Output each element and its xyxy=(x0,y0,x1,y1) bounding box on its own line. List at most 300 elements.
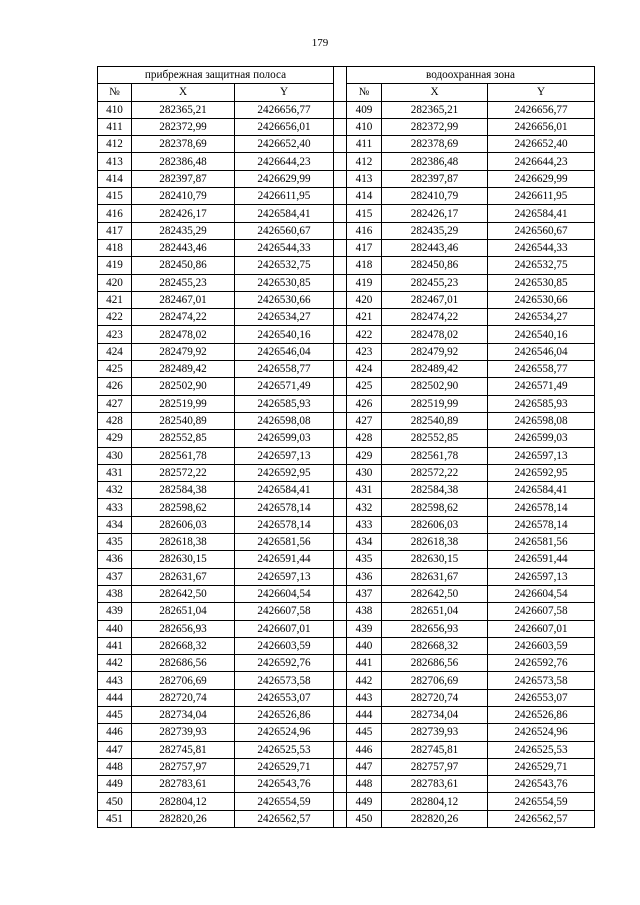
left-cell-x: 282478,02 xyxy=(132,326,235,343)
right-cell-y: 2426540,16 xyxy=(488,326,595,343)
right-cell-x: 282561,78 xyxy=(382,447,488,464)
left-cell-number: 410 xyxy=(98,101,132,118)
right-cell-x: 282502,90 xyxy=(382,378,488,395)
right-cell-number: 415 xyxy=(347,205,382,222)
left-cell-y: 2426585,93 xyxy=(235,395,334,412)
table-row xyxy=(98,620,595,637)
right-header-y: Y xyxy=(488,84,595,101)
left-cell-number: 417 xyxy=(98,222,132,239)
table-row xyxy=(98,239,595,256)
right-cell-number: 445 xyxy=(347,724,382,741)
left-cell-x: 282606,03 xyxy=(132,516,235,533)
right-cell-number: 439 xyxy=(347,620,382,637)
left-header-x: X xyxy=(132,84,235,101)
left-cell-number: 411 xyxy=(98,118,132,135)
table-gap xyxy=(334,568,347,585)
right-cell-x: 282478,02 xyxy=(382,326,488,343)
table-row xyxy=(98,412,595,429)
right-cell-y: 2426560,67 xyxy=(488,222,595,239)
left-cell-x: 282540,89 xyxy=(132,412,235,429)
table-gap xyxy=(334,776,347,793)
left-cell-x: 282467,01 xyxy=(132,291,235,308)
right-cell-x: 282745,81 xyxy=(382,741,488,758)
left-cell-y: 2426530,66 xyxy=(235,291,334,308)
left-cell-y: 2426530,85 xyxy=(235,274,334,291)
left-cell-x: 282783,61 xyxy=(132,776,235,793)
right-cell-number: 428 xyxy=(347,430,382,447)
left-cell-y: 2426571,49 xyxy=(235,378,334,395)
left-cell-number: 448 xyxy=(98,758,132,775)
left-cell-y: 2426607,01 xyxy=(235,620,334,637)
right-cell-number: 418 xyxy=(347,257,382,274)
left-cell-x: 282479,92 xyxy=(132,343,235,360)
right-cell-x: 282386,48 xyxy=(382,153,488,170)
right-cell-x: 282820,26 xyxy=(382,810,488,827)
right-cell-x: 282783,61 xyxy=(382,776,488,793)
right-cell-x: 282668,32 xyxy=(382,637,488,654)
left-header-number: № xyxy=(98,84,132,101)
section-title-row xyxy=(98,67,595,84)
table-gap xyxy=(334,257,347,274)
left-cell-x: 282668,32 xyxy=(132,637,235,654)
table-gap xyxy=(334,620,347,637)
left-cell-number: 443 xyxy=(98,672,132,689)
right-cell-number: 425 xyxy=(347,378,382,395)
right-header-x: X xyxy=(382,84,488,101)
right-cell-x: 282378,69 xyxy=(382,136,488,153)
left-cell-x: 282656,93 xyxy=(132,620,235,637)
coordinates-table-container xyxy=(97,66,594,828)
right-cell-number: 410 xyxy=(347,118,382,135)
right-cell-x: 282426,17 xyxy=(382,205,488,222)
left-cell-y: 2426546,04 xyxy=(235,343,334,360)
right-cell-number: 449 xyxy=(347,793,382,810)
table-gap xyxy=(334,118,347,135)
left-cell-number: 450 xyxy=(98,793,132,810)
left-cell-number: 421 xyxy=(98,291,132,308)
table-row xyxy=(98,551,595,568)
table-row xyxy=(98,309,595,326)
left-cell-x: 282757,97 xyxy=(132,758,235,775)
right-cell-y: 2426554,59 xyxy=(488,793,595,810)
right-cell-x: 282435,29 xyxy=(382,222,488,239)
right-cell-number: 437 xyxy=(347,585,382,602)
right-cell-y: 2426591,44 xyxy=(488,551,595,568)
right-cell-y: 2426598,08 xyxy=(488,412,595,429)
table-gap xyxy=(334,101,347,118)
table-gap xyxy=(334,706,347,723)
table-row xyxy=(98,758,595,775)
left-cell-y: 2426584,41 xyxy=(235,482,334,499)
left-cell-number: 431 xyxy=(98,464,132,481)
left-cell-y: 2426592,76 xyxy=(235,655,334,672)
left-cell-y: 2426611,95 xyxy=(235,188,334,205)
table-gap xyxy=(334,585,347,602)
right-cell-number: 444 xyxy=(347,706,382,723)
table-gap xyxy=(334,188,347,205)
left-cell-y: 2426629,99 xyxy=(235,170,334,187)
left-cell-y: 2426607,58 xyxy=(235,603,334,620)
left-cell-number: 420 xyxy=(98,274,132,291)
table-gap xyxy=(334,603,347,620)
left-cell-number: 416 xyxy=(98,205,132,222)
right-cell-x: 282606,03 xyxy=(382,516,488,533)
table-gap xyxy=(334,793,347,810)
right-cell-number: 432 xyxy=(347,499,382,516)
right-cell-number: 433 xyxy=(347,516,382,533)
right-cell-x: 282372,99 xyxy=(382,118,488,135)
left-cell-x: 282572,22 xyxy=(132,464,235,481)
left-cell-y: 2426558,77 xyxy=(235,361,334,378)
right-cell-x: 282656,93 xyxy=(382,620,488,637)
left-cell-x: 282820,26 xyxy=(132,810,235,827)
right-cell-number: 446 xyxy=(347,741,382,758)
right-cell-y: 2426562,57 xyxy=(488,810,595,827)
right-cell-x: 282410,79 xyxy=(382,188,488,205)
left-cell-x: 282502,90 xyxy=(132,378,235,395)
left-cell-x: 282651,04 xyxy=(132,603,235,620)
right-cell-y: 2426578,14 xyxy=(488,499,595,516)
right-cell-number: 450 xyxy=(347,810,382,827)
left-cell-y: 2426578,14 xyxy=(235,516,334,533)
left-cell-y: 2426534,27 xyxy=(235,309,334,326)
right-cell-x: 282651,04 xyxy=(382,603,488,620)
right-cell-number: 417 xyxy=(347,239,382,256)
left-cell-number: 429 xyxy=(98,430,132,447)
table-gap xyxy=(334,499,347,516)
right-cell-number: 441 xyxy=(347,655,382,672)
right-cell-y: 2426607,58 xyxy=(488,603,595,620)
left-cell-y: 2426603,59 xyxy=(235,637,334,654)
table-row xyxy=(98,153,595,170)
right-cell-number: 414 xyxy=(347,188,382,205)
right-cell-x: 282552,85 xyxy=(382,430,488,447)
left-cell-x: 282519,99 xyxy=(132,395,235,412)
coordinates-table xyxy=(97,66,595,828)
right-cell-x: 282642,50 xyxy=(382,585,488,602)
left-cell-y: 2426652,40 xyxy=(235,136,334,153)
left-cell-x: 282720,74 xyxy=(132,689,235,706)
table-gap xyxy=(334,464,347,481)
right-cell-number: 436 xyxy=(347,568,382,585)
left-cell-number: 425 xyxy=(98,361,132,378)
left-cell-x: 282630,15 xyxy=(132,551,235,568)
table-row xyxy=(98,706,595,723)
left-cell-y: 2426599,03 xyxy=(235,430,334,447)
table-row xyxy=(98,776,595,793)
right-cell-number: 411 xyxy=(347,136,382,153)
right-cell-y: 2426629,99 xyxy=(488,170,595,187)
right-cell-y: 2426571,49 xyxy=(488,378,595,395)
left-cell-number: 428 xyxy=(98,412,132,429)
right-cell-number: 434 xyxy=(347,534,382,551)
left-cell-y: 2426540,16 xyxy=(235,326,334,343)
left-cell-number: 423 xyxy=(98,326,132,343)
right-cell-number: 440 xyxy=(347,637,382,654)
left-cell-y: 2426592,95 xyxy=(235,464,334,481)
right-cell-y: 2426578,14 xyxy=(488,516,595,533)
table-gap xyxy=(334,395,347,412)
right-cell-number: 419 xyxy=(347,274,382,291)
table-row xyxy=(98,205,595,222)
right-cell-y: 2426607,01 xyxy=(488,620,595,637)
right-cell-x: 282686,56 xyxy=(382,655,488,672)
right-cell-y: 2426526,86 xyxy=(488,706,595,723)
right-cell-y: 2426544,33 xyxy=(488,239,595,256)
table-row xyxy=(98,534,595,551)
table-row xyxy=(98,655,595,672)
right-section-title: водоохранная зона xyxy=(347,67,595,84)
left-cell-x: 282642,50 xyxy=(132,585,235,602)
right-cell-y: 2426581,56 xyxy=(488,534,595,551)
left-cell-number: 439 xyxy=(98,603,132,620)
right-cell-y: 2426524,96 xyxy=(488,724,595,741)
right-cell-number: 431 xyxy=(347,482,382,499)
right-cell-x: 282474,22 xyxy=(382,309,488,326)
right-cell-x: 282519,99 xyxy=(382,395,488,412)
table-gap xyxy=(334,689,347,706)
table-row xyxy=(98,291,595,308)
left-cell-x: 282435,29 xyxy=(132,222,235,239)
left-cell-number: 436 xyxy=(98,551,132,568)
right-cell-y: 2426584,41 xyxy=(488,205,595,222)
left-cell-x: 282386,48 xyxy=(132,153,235,170)
left-cell-y: 2426526,86 xyxy=(235,706,334,723)
table-row xyxy=(98,343,595,360)
left-cell-y: 2426560,67 xyxy=(235,222,334,239)
right-cell-number: 420 xyxy=(347,291,382,308)
right-cell-number: 430 xyxy=(347,464,382,481)
left-cell-x: 282426,17 xyxy=(132,205,235,222)
right-cell-number: 429 xyxy=(347,447,382,464)
left-cell-y: 2426644,23 xyxy=(235,153,334,170)
right-cell-x: 282598,62 xyxy=(382,499,488,516)
left-cell-y: 2426573,58 xyxy=(235,672,334,689)
right-cell-y: 2426611,95 xyxy=(488,188,595,205)
table-row xyxy=(98,170,595,187)
table-row xyxy=(98,793,595,810)
right-cell-x: 282734,04 xyxy=(382,706,488,723)
table-row xyxy=(98,568,595,585)
left-cell-number: 418 xyxy=(98,239,132,256)
table-row xyxy=(98,118,595,135)
table-row xyxy=(98,482,595,499)
right-cell-y: 2426652,40 xyxy=(488,136,595,153)
left-cell-y: 2426656,77 xyxy=(235,101,334,118)
right-cell-x: 282720,74 xyxy=(382,689,488,706)
table-row xyxy=(98,326,595,343)
right-cell-x: 282630,15 xyxy=(382,551,488,568)
left-cell-y: 2426543,76 xyxy=(235,776,334,793)
left-cell-x: 282455,23 xyxy=(132,274,235,291)
right-cell-number: 413 xyxy=(347,170,382,187)
right-cell-number: 424 xyxy=(347,361,382,378)
table-gap xyxy=(334,551,347,568)
left-cell-number: 415 xyxy=(98,188,132,205)
left-cell-number: 413 xyxy=(98,153,132,170)
left-cell-number: 447 xyxy=(98,741,132,758)
right-cell-number: 438 xyxy=(347,603,382,620)
right-cell-y: 2426558,77 xyxy=(488,361,595,378)
left-cell-x: 282745,81 xyxy=(132,741,235,758)
left-cell-number: 432 xyxy=(98,482,132,499)
table-gap xyxy=(334,274,347,291)
table-gap xyxy=(334,136,347,153)
right-cell-x: 282572,22 xyxy=(382,464,488,481)
right-cell-number: 421 xyxy=(347,309,382,326)
right-cell-y: 2426584,41 xyxy=(488,482,595,499)
table-gap xyxy=(334,516,347,533)
left-cell-x: 282397,87 xyxy=(132,170,235,187)
left-cell-number: 422 xyxy=(98,309,132,326)
table-row xyxy=(98,741,595,758)
left-cell-x: 282631,67 xyxy=(132,568,235,585)
right-header-number: № xyxy=(347,84,382,101)
right-cell-x: 282584,38 xyxy=(382,482,488,499)
right-cell-x: 282618,38 xyxy=(382,534,488,551)
left-cell-number: 446 xyxy=(98,724,132,741)
left-cell-x: 282734,04 xyxy=(132,706,235,723)
right-cell-x: 282479,92 xyxy=(382,343,488,360)
left-cell-number: 442 xyxy=(98,655,132,672)
right-cell-x: 282757,97 xyxy=(382,758,488,775)
table-row xyxy=(98,378,595,395)
table-row xyxy=(98,499,595,516)
table-gap xyxy=(334,361,347,378)
left-cell-x: 282598,62 xyxy=(132,499,235,516)
left-cell-number: 444 xyxy=(98,689,132,706)
left-cell-number: 424 xyxy=(98,343,132,360)
table-gap xyxy=(334,291,347,308)
table-gap xyxy=(334,222,347,239)
right-cell-x: 282540,89 xyxy=(382,412,488,429)
table-gap xyxy=(334,309,347,326)
right-cell-number: 409 xyxy=(347,101,382,118)
right-cell-number: 412 xyxy=(347,153,382,170)
left-cell-x: 282561,78 xyxy=(132,447,235,464)
left-cell-x: 282365,21 xyxy=(132,101,235,118)
left-cell-number: 438 xyxy=(98,585,132,602)
left-cell-x: 282410,79 xyxy=(132,188,235,205)
table-row xyxy=(98,274,595,291)
table-row xyxy=(98,464,595,481)
left-cell-y: 2426532,75 xyxy=(235,257,334,274)
right-cell-x: 282467,01 xyxy=(382,291,488,308)
table-row xyxy=(98,430,595,447)
left-cell-y: 2426525,53 xyxy=(235,741,334,758)
table-row xyxy=(98,585,595,602)
column-header-row xyxy=(98,84,595,101)
right-cell-y: 2426530,66 xyxy=(488,291,595,308)
left-cell-number: 426 xyxy=(98,378,132,395)
left-cell-number: 433 xyxy=(98,499,132,516)
table-row xyxy=(98,257,595,274)
table-gap xyxy=(334,153,347,170)
left-cell-number: 427 xyxy=(98,395,132,412)
left-cell-y: 2426578,14 xyxy=(235,499,334,516)
left-cell-number: 419 xyxy=(98,257,132,274)
left-cell-y: 2426597,13 xyxy=(235,568,334,585)
right-cell-y: 2426585,93 xyxy=(488,395,595,412)
table-gap xyxy=(334,637,347,654)
right-cell-y: 2426592,95 xyxy=(488,464,595,481)
right-cell-y: 2426534,27 xyxy=(488,309,595,326)
table-row xyxy=(98,101,595,118)
left-cell-y: 2426581,56 xyxy=(235,534,334,551)
table-row xyxy=(98,603,595,620)
table-row xyxy=(98,637,595,654)
right-cell-x: 282455,23 xyxy=(382,274,488,291)
right-cell-x: 282706,69 xyxy=(382,672,488,689)
right-cell-y: 2426644,23 xyxy=(488,153,595,170)
right-cell-y: 2426546,04 xyxy=(488,343,595,360)
left-cell-number: 441 xyxy=(98,637,132,654)
table-row xyxy=(98,689,595,706)
table-row xyxy=(98,672,595,689)
left-header-y: Y xyxy=(235,84,334,101)
table-gap xyxy=(334,239,347,256)
right-cell-y: 2426553,07 xyxy=(488,689,595,706)
left-cell-x: 282618,38 xyxy=(132,534,235,551)
right-cell-y: 2426656,77 xyxy=(488,101,595,118)
table-gap xyxy=(334,412,347,429)
table-row xyxy=(98,447,595,464)
left-cell-x: 282474,22 xyxy=(132,309,235,326)
table-gap xyxy=(334,655,347,672)
left-cell-y: 2426554,59 xyxy=(235,793,334,810)
right-cell-x: 282804,12 xyxy=(382,793,488,810)
right-cell-y: 2426532,75 xyxy=(488,257,595,274)
right-cell-x: 282450,86 xyxy=(382,257,488,274)
table-gap xyxy=(334,810,347,827)
right-cell-number: 426 xyxy=(347,395,382,412)
left-cell-x: 282706,69 xyxy=(132,672,235,689)
right-cell-number: 435 xyxy=(347,551,382,568)
right-cell-x: 282443,46 xyxy=(382,239,488,256)
right-cell-x: 282397,87 xyxy=(382,170,488,187)
table-row xyxy=(98,136,595,153)
table-gap xyxy=(334,378,347,395)
table-gap xyxy=(334,326,347,343)
right-cell-x: 282365,21 xyxy=(382,101,488,118)
left-cell-x: 282450,86 xyxy=(132,257,235,274)
table-gap xyxy=(334,758,347,775)
left-cell-y: 2426591,44 xyxy=(235,551,334,568)
left-cell-y: 2426598,08 xyxy=(235,412,334,429)
left-cell-number: 414 xyxy=(98,170,132,187)
right-cell-y: 2426592,76 xyxy=(488,655,595,672)
left-section-title: прибрежная защитная полоса xyxy=(98,67,334,84)
right-cell-number: 443 xyxy=(347,689,382,706)
right-cell-y: 2426603,59 xyxy=(488,637,595,654)
right-cell-y: 2426597,13 xyxy=(488,447,595,464)
table-gap xyxy=(334,343,347,360)
right-cell-y: 2426656,01 xyxy=(488,118,595,135)
right-cell-number: 416 xyxy=(347,222,382,239)
right-cell-number: 442 xyxy=(347,672,382,689)
table-row xyxy=(98,188,595,205)
left-cell-x: 282804,12 xyxy=(132,793,235,810)
table-gap xyxy=(334,430,347,447)
left-cell-y: 2426562,57 xyxy=(235,810,334,827)
left-cell-number: 437 xyxy=(98,568,132,585)
right-cell-number: 422 xyxy=(347,326,382,343)
right-cell-y: 2426573,58 xyxy=(488,672,595,689)
right-cell-y: 2426530,85 xyxy=(488,274,595,291)
right-cell-number: 427 xyxy=(347,412,382,429)
left-cell-x: 282443,46 xyxy=(132,239,235,256)
table-row xyxy=(98,724,595,741)
